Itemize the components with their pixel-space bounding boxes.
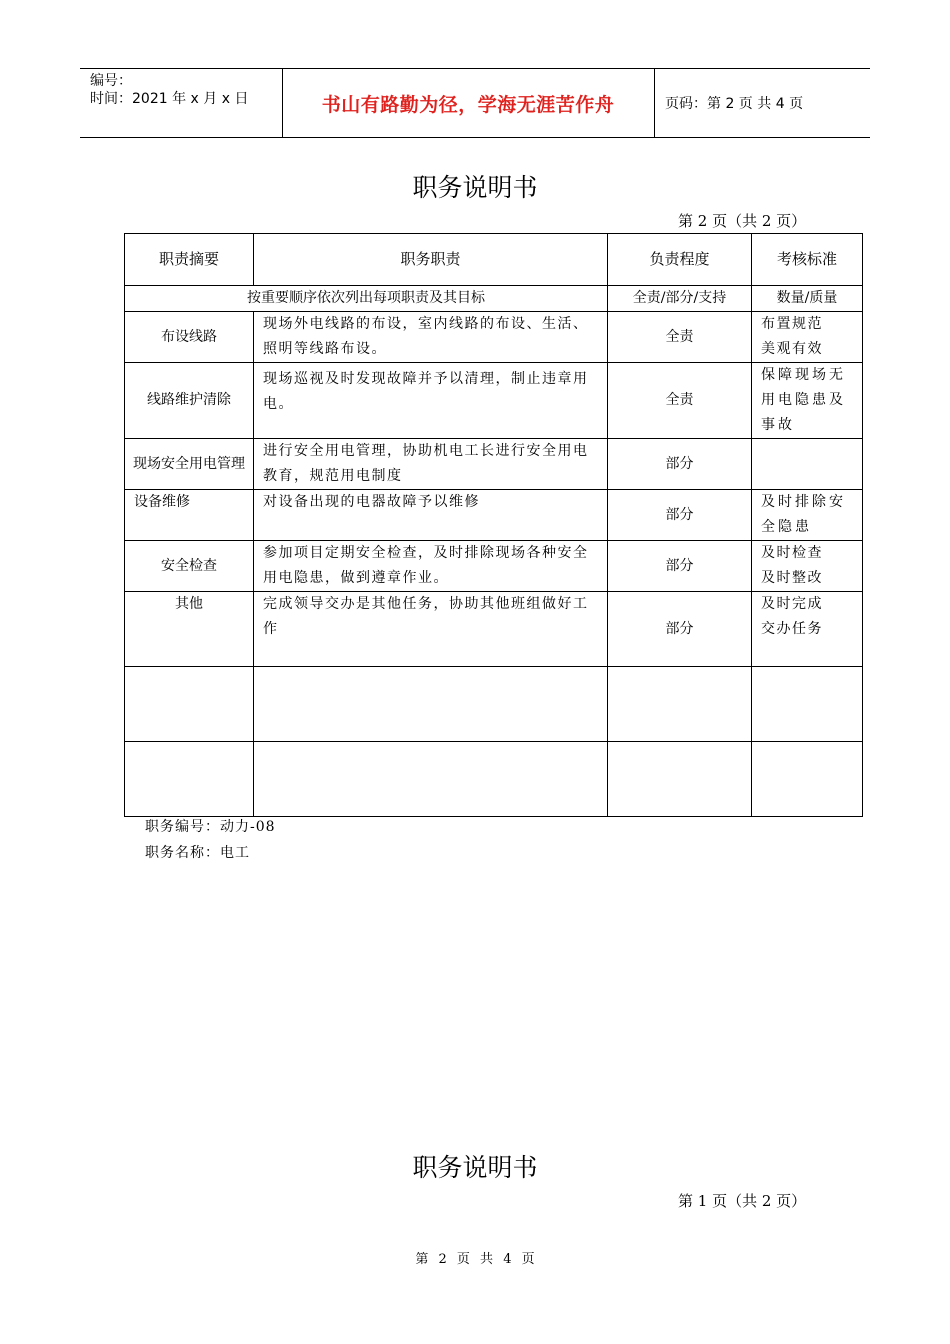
row-summary: 设备维修 <box>125 490 254 541</box>
row-degree: 部分 <box>608 541 752 592</box>
table-subheader-row <box>125 286 863 312</box>
table-row-empty <box>125 667 863 742</box>
row-summary: 其他 <box>125 592 254 667</box>
row-summary: 布设线路 <box>125 312 254 363</box>
column-header: 考核标准 <box>752 234 863 286</box>
table-row <box>125 312 863 363</box>
empty-cell <box>752 667 863 742</box>
page-footer: 第 2 页 共 4 页 <box>415 1252 535 1267</box>
row-standard: 布置规范 美观有效 <box>752 312 863 363</box>
row-summary-text: 现场安全用电管理 <box>133 455 245 472</box>
row-duty: 参加项目定期安全检查，及时排除现场各种安全用电隐患，做到遵章作业。 <box>254 541 608 592</box>
row-standard <box>752 439 863 490</box>
column-header: 职责摘要 <box>125 234 254 286</box>
row-duty: 对设备出现的电器故障予以维修 <box>254 490 608 541</box>
row-summary: 线路维护清除 <box>125 363 254 439</box>
header-page-label: 页码：第 2 页 共 4 页 <box>665 96 804 112</box>
document-header <box>80 68 870 138</box>
time-label: 时间：2021 年 x 月 x 日 <box>90 91 249 107</box>
table-row-empty <box>125 742 863 817</box>
row-summary <box>125 439 254 490</box>
subheader-standard: 数量/质量 <box>752 286 863 312</box>
row-degree: 全责 <box>608 363 752 439</box>
row-standard: 及时完成 交办任务 <box>752 592 863 667</box>
row-duty: 完成领导交办是其他任务，协助其他班组做好工作 <box>254 592 608 667</box>
subheader-desc: 按重要顺序依次列出每项职责及其目标 <box>125 286 608 312</box>
table-row <box>125 439 863 490</box>
section-title: 职务说明书 <box>412 173 538 202</box>
number-label: 编号： <box>90 73 132 89</box>
empty-cell <box>608 742 752 817</box>
table-row <box>125 592 863 667</box>
table-row <box>125 541 863 592</box>
empty-cell <box>608 667 752 742</box>
empty-cell <box>254 742 608 817</box>
row-degree: 部分 <box>608 490 752 541</box>
row-summary: 安全检查 <box>125 541 254 592</box>
table-header-row <box>125 234 863 286</box>
section-title: 职务说明书 <box>412 1153 538 1182</box>
header-left-cell <box>80 69 280 137</box>
row-degree: 部分 <box>608 592 752 667</box>
table-row <box>125 363 863 439</box>
column-header: 职务职责 <box>254 234 608 286</box>
empty-cell <box>125 742 254 817</box>
row-standard: 保障现场无用电隐患及事故 <box>752 363 863 439</box>
section-page-info: 第 1 页（共 2 页） <box>678 1192 807 1210</box>
row-duty: 现场巡视及时发现故障并予以清理，制止违章用电。 <box>254 363 608 439</box>
job-name: 职务名称：电工 <box>145 845 250 861</box>
row-degree: 全责 <box>608 312 752 363</box>
empty-cell <box>254 667 608 742</box>
subheader-degree: 全责/部分/支持 <box>608 286 752 312</box>
row-duty: 现场外电线路的布设，室内线路的布设、生活、照明等线路布设。 <box>254 312 608 363</box>
empty-cell <box>752 742 863 817</box>
table-row <box>125 490 863 541</box>
section-page-info: 第 2 页（共 2 页） <box>678 212 807 230</box>
row-standard: 及时排除安全隐患 <box>752 490 863 541</box>
row-degree: 部分 <box>608 439 752 490</box>
header-motto: 书山有路勤为径，学海无涯苦作舟 <box>321 93 615 116</box>
empty-cell <box>125 667 254 742</box>
job-number: 职务编号：动力-08 <box>145 819 276 835</box>
duties-table <box>124 233 863 817</box>
row-standard: 及时检查 及时整改 <box>752 541 863 592</box>
row-duty: 进行安全用电管理，协助机电工长进行安全用电教育，规范用电制度 <box>254 439 608 490</box>
column-header: 负责程度 <box>608 234 752 286</box>
